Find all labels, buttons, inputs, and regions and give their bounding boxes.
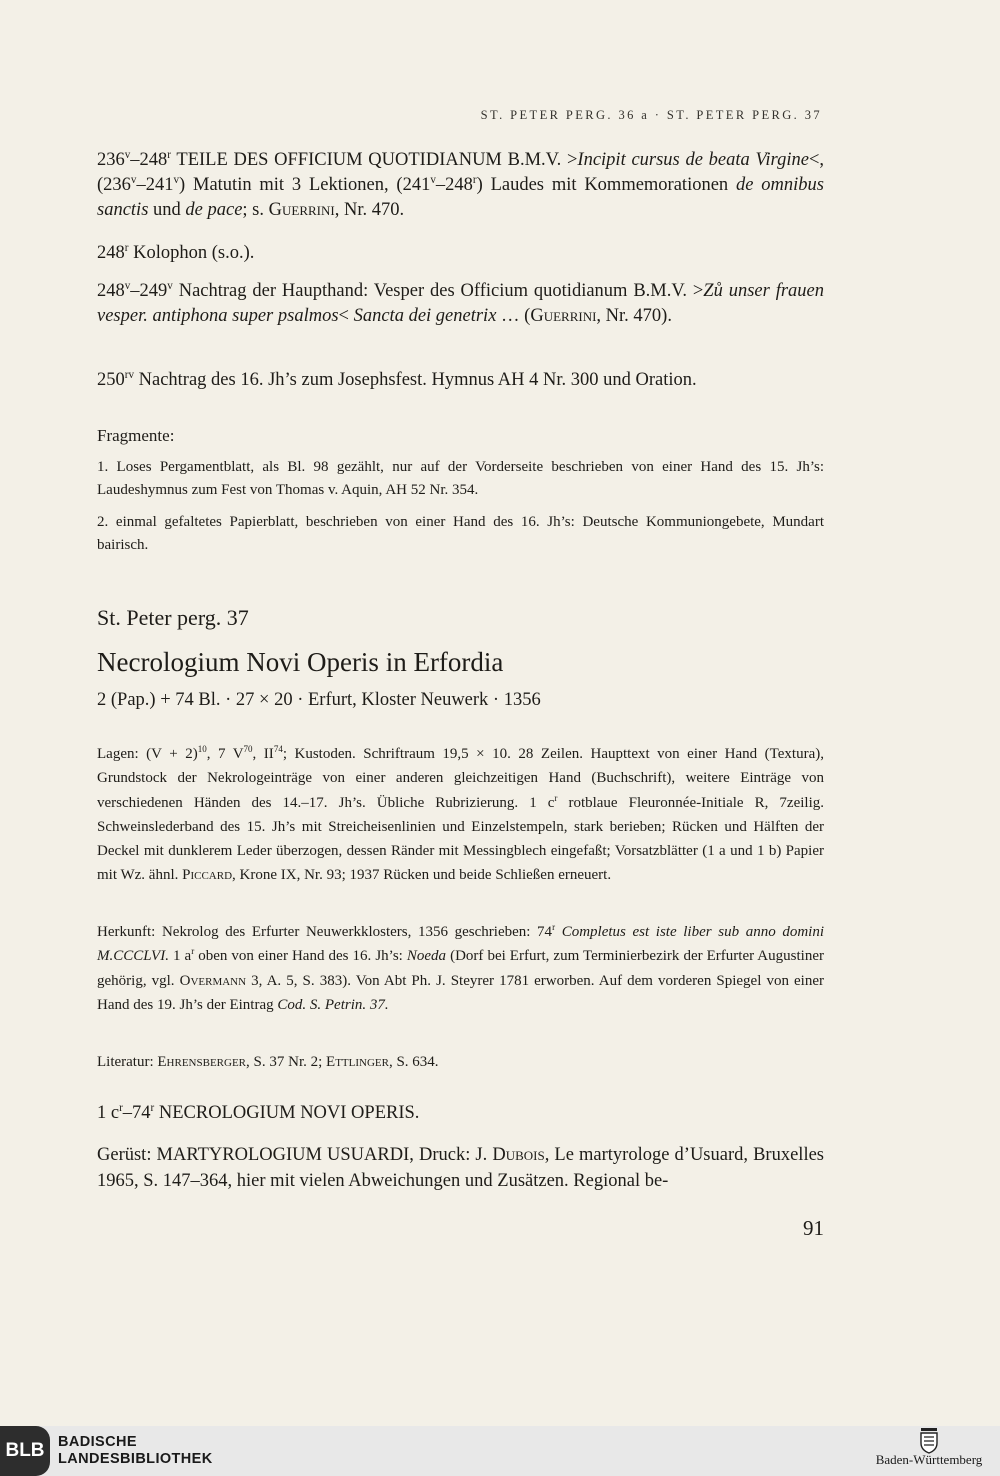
library-footer — [0, 1426, 1000, 1476]
shelfmark: St. Peter perg. 37 — [97, 605, 249, 630]
fragment-1: 1. Loses Pergamentblatt, als Bl. 98 gezählt, nur auf der Vorderseite beschrieben von einer Hand des 15. Jh’s: Laudeshymnus zum Fest von Thomas v. Aquin, AH 52 Nr. 354. — [97, 459, 824, 498]
herkunft-section: Herkunft: Nekrolog des Erfurter Neuwerkklosters, 1356 geschrieben: 74$^r$ Completus est iste liber sub anno domini M.CCCLVI. 1 $a^r$ oben von einer Hand des 16. Jh’s: Noeda (Dorf bei Erfurt, zum Terminierbezirk der Erfurter Augustiner gehörig, vgl. Overmann 3, A. 5, S. 383). Von Abt Ph. J. Steyrer 1781 erworben. Auf dem vorderen Spiegel von einer Hand des 19. Jh’s der Eintrag Cod. S. Petrin. 37. — [97, 922, 825, 1013]
page-number: 91 — [803, 1216, 824, 1240]
fragmente-label: Fragmente: — [97, 426, 175, 445]
entry-josephsfest: $250^{rv}$ Nachtrag des 16. Jh’s zum Josephsfest. Hymnus AH 4 Nr. 300 und Oration. — [97, 368, 697, 390]
library-name[interactable]: BADISCHE LANDESBIBLIOTHEK — [58, 1434, 213, 1467]
entry-vesper: 248$^v$–249$^v$ Nachtrag der Haupthand: Vesper des Officium quotidianum B.M.V. >Zů unser frauen vesper. antiphona super psalmos< Sancta dei genetrix … (Guerrini, Nr. 470). — [97, 279, 825, 326]
coat-of-arms-icon — [918, 1428, 940, 1454]
manuscript-title: Necrologium Novi Operis in Erfordia — [97, 647, 504, 677]
fragmente-section — [97, 425, 824, 556]
manuscript-header — [97, 605, 824, 713]
state-name: Baden-Württemberg — [875, 1452, 983, 1467]
physical-description: 2 (Pap.) + 74 Bl. · 27 × 20 · Erfurt, Kloster Neuwerk · 1356 — [97, 690, 541, 710]
blb-logo[interactable]: BLB — [0, 1426, 50, 1476]
running-head: ST. PETER PERG. 36 a · ST. PETER PERG. 37 — [480, 108, 822, 122]
lagen-section: Lagen: $(V + 2)^{10}$, 7 $V^{70}$, II$^{74}$; Kustoden. Schriftraum 19,5 × 10. 28 Zeilen. Haupttext von einer Hand (Textura), Grundstock der Nekrologeinträge von einer anderen gleichzeitigen Hand (Buchschrift), weitere Einträge von verschiedenen Händen des 14.–17. Jh’s. Übliche Rubrizierung. 1 $c^r$ rotblaue Fleuronnée-Initiale R, 7zeilig. Schweinslederband des 15. Jh’s mit Streicheisenlinien und Einzelstempeln, stark berieben; Rücken und Hälften der Deckel mit dunklerem Leder überzogen, dessen Ränder mit Messingblech eingefaßt; Vorsatzblätter (1 a und 1 b) Papier mit Wz. ähnl. Piccard, Krone IX, Nr. 93; 1937 Rücken und beide Schließen erneuert. — [97, 744, 824, 884]
entry-officium: 236$^v$–248$^r$ TEILE DES OFFICIUM QUOTIDIANUM B.M.V. >Incipit cursus de beata Virgine<, (236$^v$–241$^v$) Matutin mit 3 Lektionen, (241$^v$–248$^r$) Laudes mit Kommemorationen de omnibus sanctis und de pace; s. Guerrini, Nr. 470. — [97, 148, 825, 220]
state-logo[interactable] — [864, 1428, 994, 1468]
necrologium-heading: 1 $c^r-74^r$ NECROLOGIUM NOVI OPERIS. — [97, 1101, 420, 1123]
geruest-section: Gerüst: MARTYROLOGIUM USUARDI, Druck: J. Dubois, Le martyrologe d’Usuard, Bruxelles 1965, S. 147–364, hier mit vielen Abweichungen und Zusätzen. Regional be- — [97, 1145, 824, 1191]
literatur-section: Literatur: Ehrensberger, S. 37 Nr. 2; Ettlinger, S. 634. — [97, 1054, 439, 1070]
entry-kolophon: 248$^r$ Kolophon (s.o.). — [97, 241, 255, 263]
fragment-2: 2. einmal gefaltetes Papierblatt, beschrieben von einer Hand des 16. Jh’s: Deutsche Kommuniongebete, Mundart bairisch. — [97, 514, 824, 553]
